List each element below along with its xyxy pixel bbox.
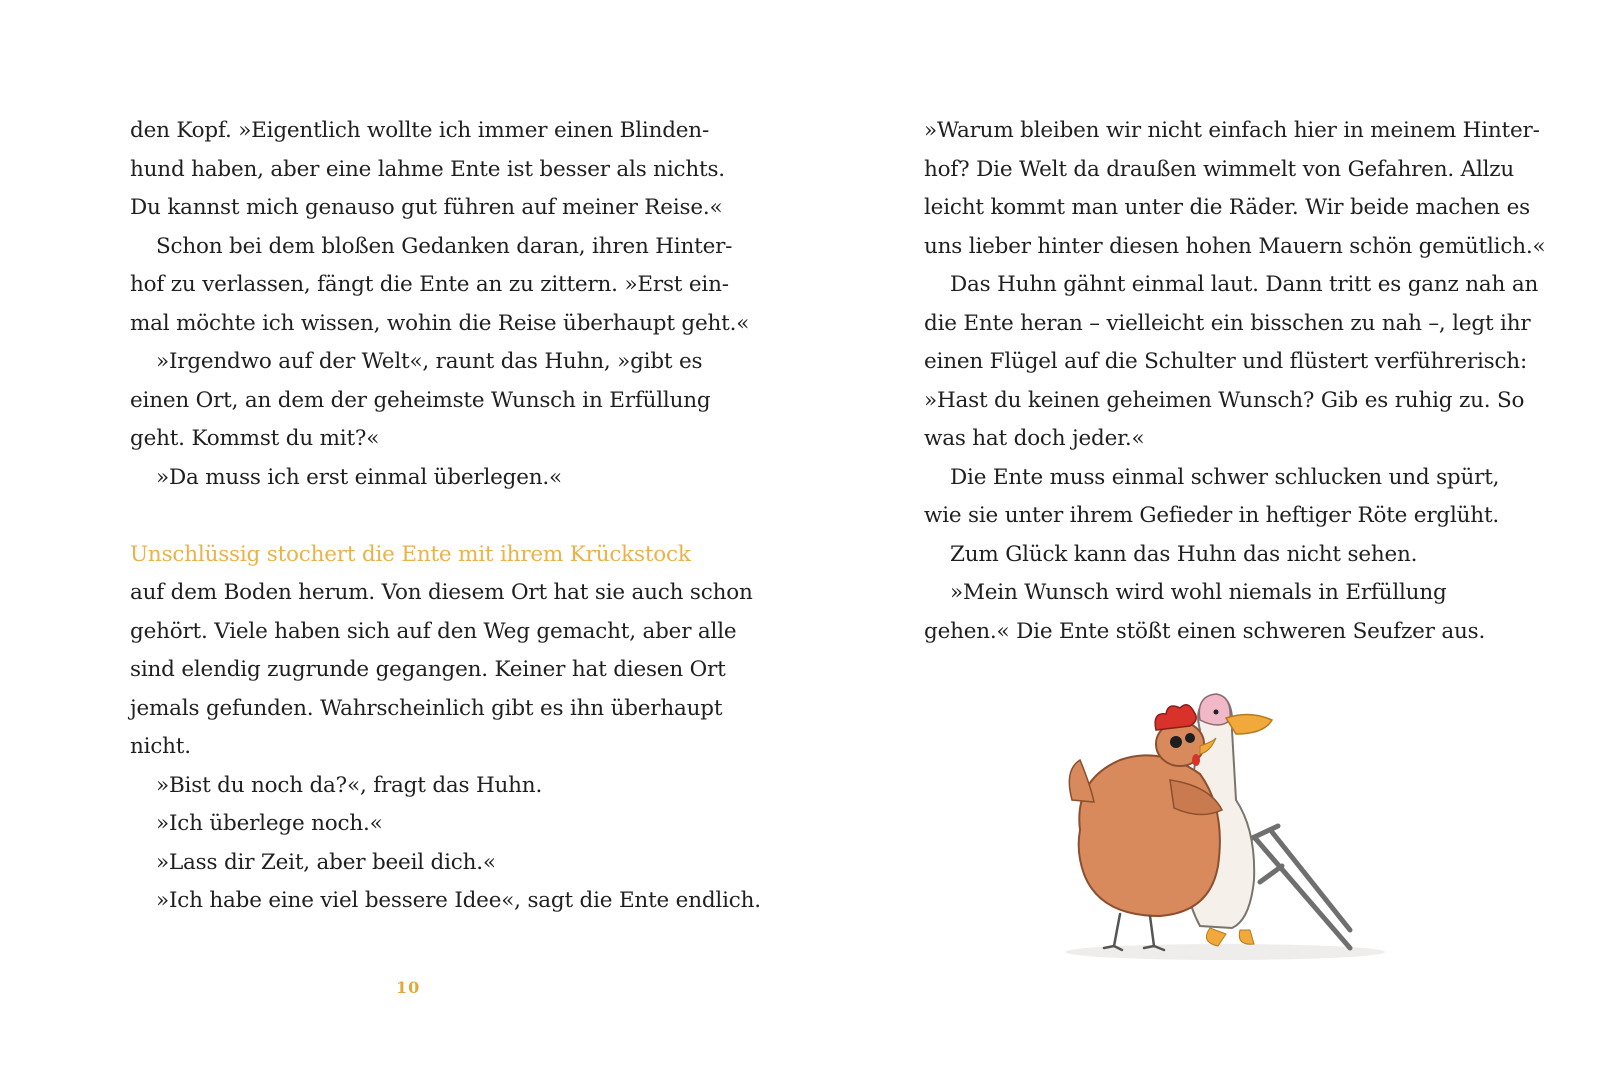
- text-line: »Hast du keinen geheimen Wunsch? Gib es ruhig zu. So: [924, 387, 1525, 413]
- text-line: Schon bei dem bloßen Gedanken daran, ihren Hinter-: [156, 233, 733, 259]
- text-line: mal möchte ich wissen, wohin die Reise überhaupt geht.«: [130, 310, 750, 336]
- text-line: einen Flügel auf die Schulter und flüstert verführerisch:: [924, 349, 1527, 374]
- text-line: den Kopf. »Eigentlich wollte ich immer einen Blinden-: [130, 118, 710, 143]
- page-number: 10: [396, 978, 421, 997]
- text-line: nicht.: [130, 734, 191, 759]
- text-line: »Lass dir Zeit, aber beeil dich.«: [156, 849, 496, 875]
- text-line: »Ich überlege noch.«: [156, 811, 383, 836]
- text-line: hof zu verlassen, fängt die Ente an zu zittern. »Erst ein-: [130, 272, 729, 297]
- text-line: Du kannst mich genauso gut führen auf meiner Reise.«: [130, 195, 723, 220]
- text-line: sind elendig zugrunde gegangen. Keiner hat diesen Ort: [130, 657, 726, 682]
- text-line: wie sie unter ihrem Gefieder in heftiger Röte erglüht.: [924, 503, 1500, 528]
- text-line: uns lieber hinter diesen hohen Mauern schön gemütlich.«: [924, 233, 1546, 259]
- text-line: geht. Kommst du mit?«: [130, 426, 380, 451]
- right-page-text: [924, 112, 1546, 651]
- text-line: hof? Die Welt da draußen wimmelt von Gefahren. Allzu: [924, 156, 1515, 182]
- section-break: [130, 497, 720, 536]
- text-line: »Mein Wunsch wird wohl niemals in Erfüllung: [950, 580, 1447, 605]
- section-lead-line: Unschlüssig stochert die Ente mit ihrem Krückstock: [130, 541, 691, 567]
- text-line: »Bist du noch da?«, fragt das Huhn.: [156, 772, 543, 798]
- text-line: »Irgendwo auf der Welt«, raunt das Huhn, »gibt es: [156, 349, 703, 374]
- left-page-text: [130, 112, 761, 921]
- text-line: auf dem Boden herum. Von diesem Ort hat sie auch schon: [130, 580, 753, 605]
- text-line: »Da muss ich erst einmal überlegen.«: [156, 464, 562, 490]
- text-line: »Ich habe eine viel bessere Idee«, sagt die Ente endlich.: [156, 888, 761, 913]
- text-line: einen Ort, an dem der geheimste Wunsch in Erfüllung: [130, 387, 711, 413]
- text-line: jemals gefunden. Wahrscheinlich gibt es ihn überhaupt: [130, 695, 723, 721]
- text-line: Das Huhn gähnt einmal laut. Dann tritt es ganz nah an: [950, 272, 1539, 297]
- text-line: leicht kommt man unter die Räder. Wir beide machen es: [924, 195, 1530, 220]
- text-line: hund haben, aber eine lahme Ente ist besser als nichts.: [130, 156, 725, 182]
- text-line: Zum Glück kann das Huhn das nicht sehen.: [950, 541, 1418, 567]
- hen-and-duck-illustration: [1050, 690, 1390, 980]
- text-line: Die Ente muss einmal schwer schlucken und spürt,: [950, 464, 1500, 490]
- text-line: gehen.« Die Ente stößt einen schweren Seufzer aus.: [924, 618, 1486, 644]
- text-line: was hat doch jeder.«: [924, 426, 1145, 451]
- text-line: gehört. Viele haben sich auf den Weg gemacht, aber alle: [130, 618, 737, 644]
- text-line: »Warum bleiben wir nicht einfach hier in meinem Hinter-: [924, 118, 1540, 143]
- text-line: die Ente heran – vielleicht ein bisschen zu nah –, legt ihr: [924, 310, 1531, 336]
